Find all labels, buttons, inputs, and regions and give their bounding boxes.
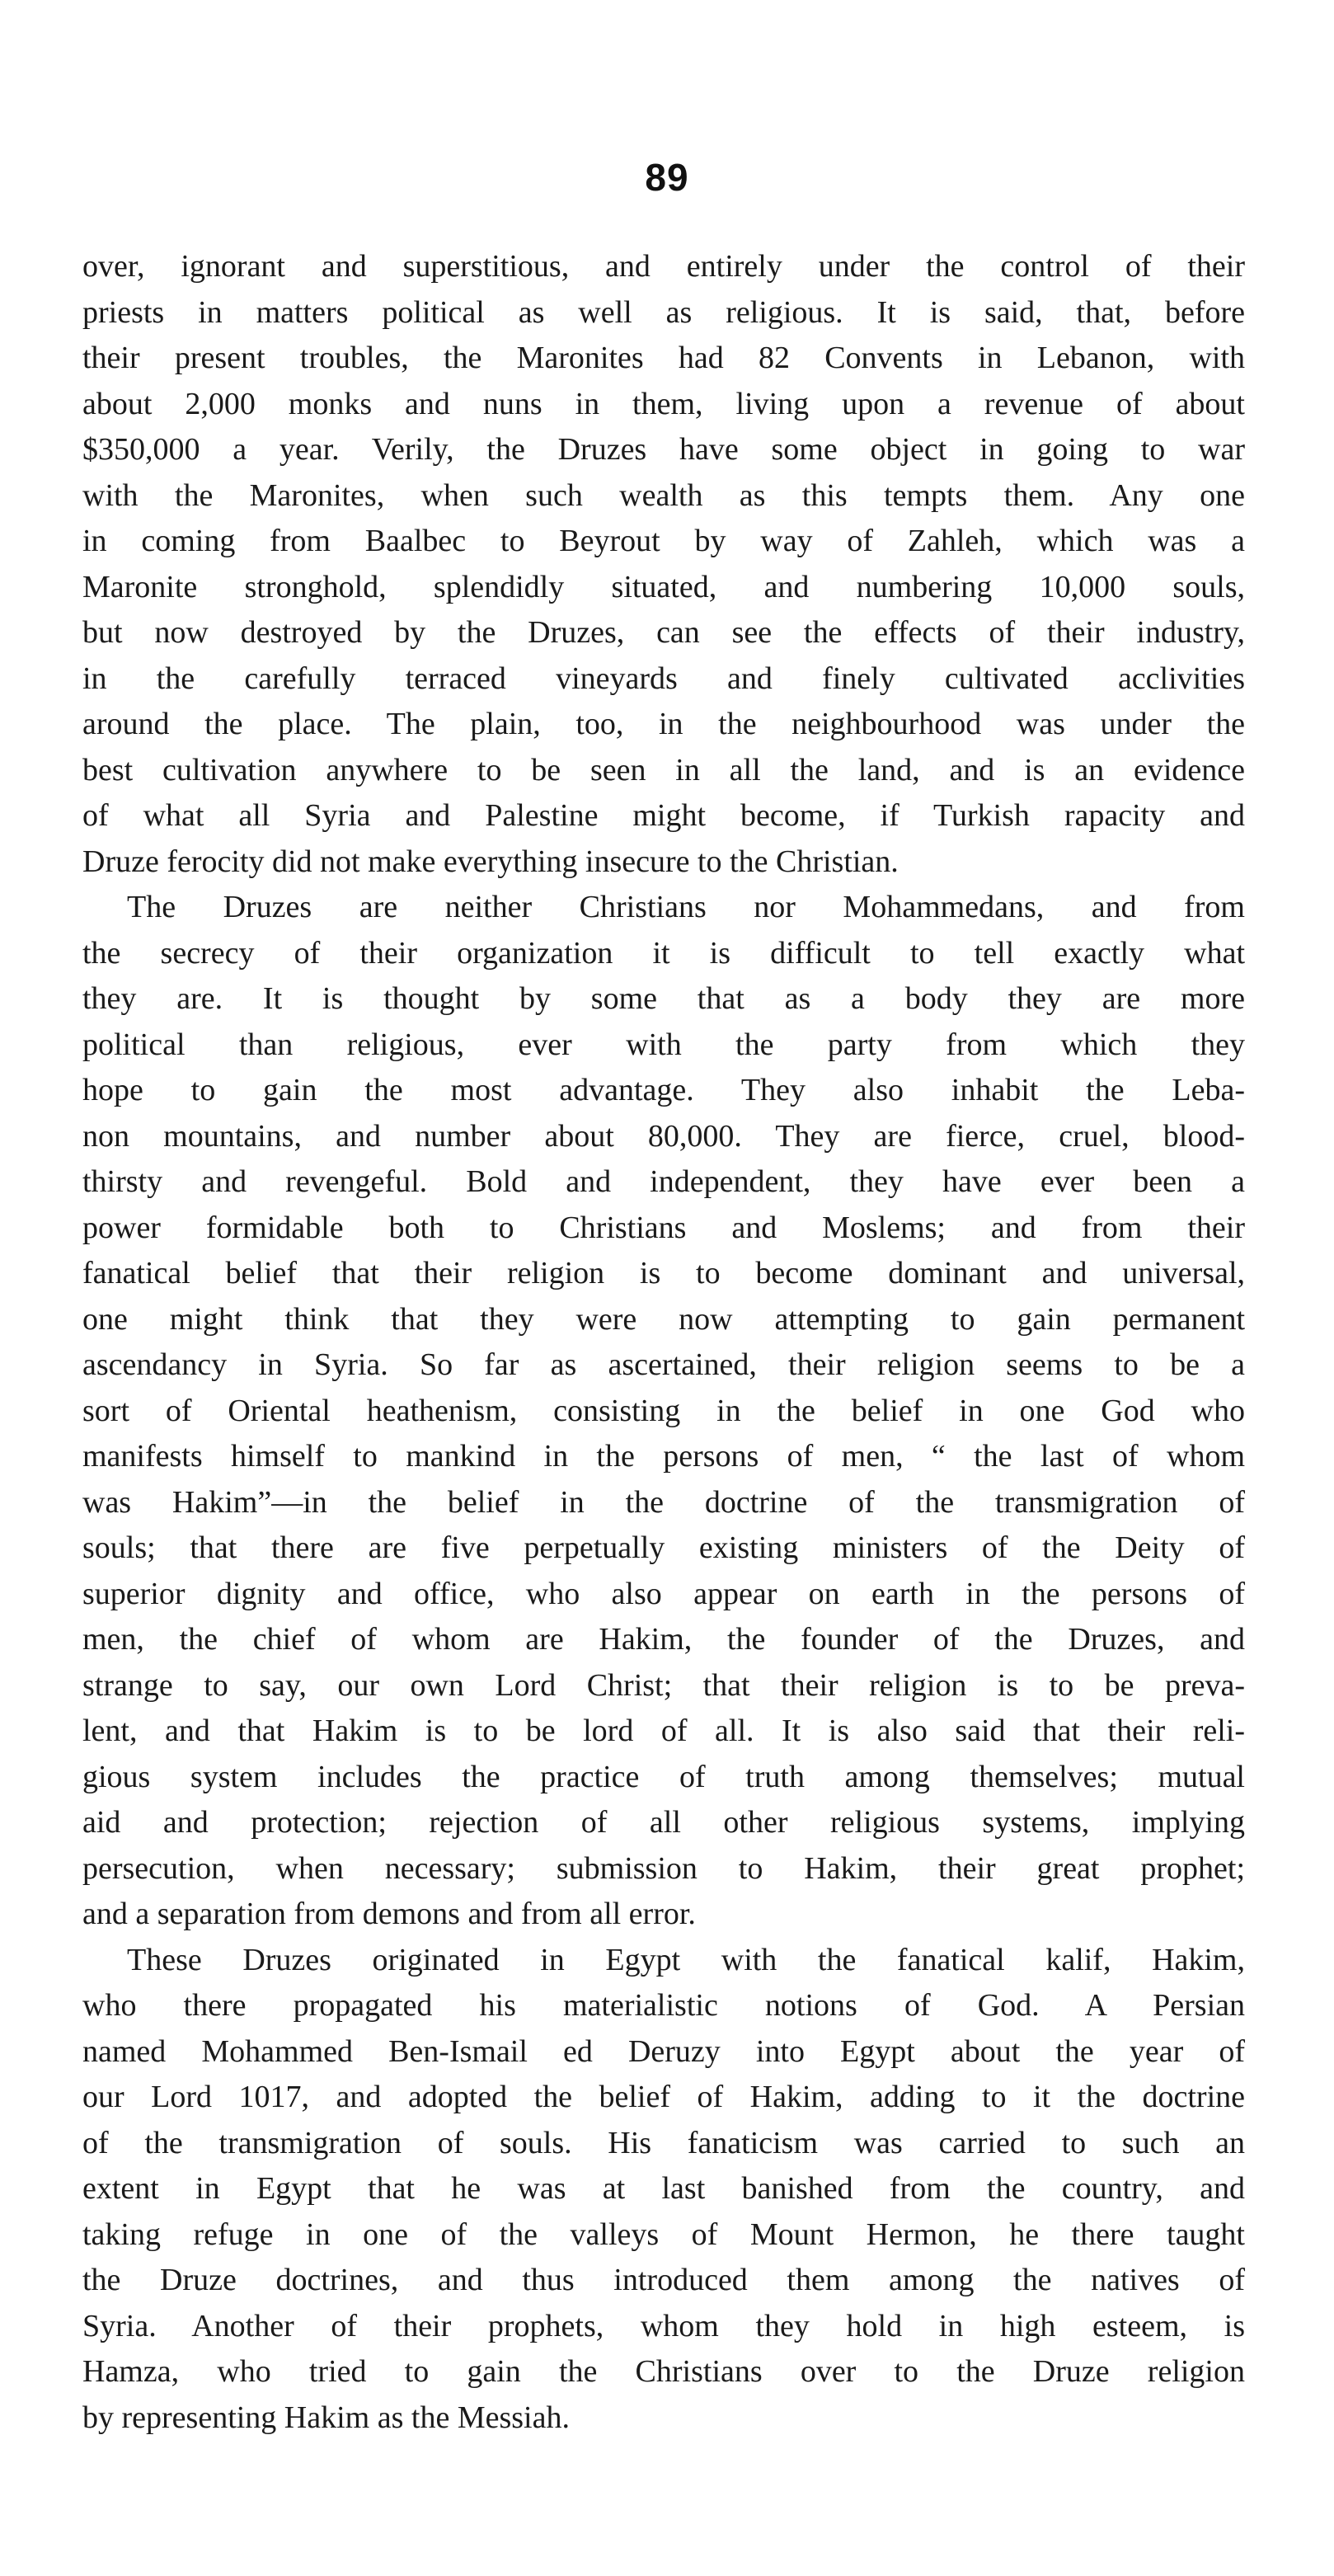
text-line: Syria. Another of their prophets, whom they hold in high esteem, is bbox=[82, 2308, 1245, 2343]
paragraph bbox=[82, 244, 1245, 885]
text-line: about 2,000 monks and nuns in them, living upon a revenue of about bbox=[82, 386, 1245, 421]
text-line: was Hakim”—in the belief in the doctrine of the transmigration of bbox=[82, 1484, 1245, 1520]
text-line: with the Maronites, when such wealth as this tempts them. Any one bbox=[82, 477, 1245, 513]
text-line: priests in matters political as well as religious. It is said, that, before bbox=[82, 294, 1245, 330]
text-line: lent, and that Hakim is to be lord of all. It is also said that their reli- bbox=[82, 1713, 1245, 1748]
text-line: superior dignity and office, who also appear on earth in the persons of bbox=[82, 1576, 1245, 1611]
text-line: Druze ferocity did not make everything insecure to the Christian. bbox=[82, 844, 899, 879]
text-line: over, ignorant and superstitious, and entirely under the control of their bbox=[82, 249, 1245, 284]
text-line: the Druze doctrines, and thus introduced them among the natives of bbox=[82, 2263, 1245, 2297]
page-number: 89 bbox=[645, 156, 689, 199]
text-line: in coming from Baalbec to Beyrout by way of Zahleh, which was a bbox=[82, 524, 1245, 558]
text-line: political than religious, ever with the party from which they bbox=[82, 1027, 1245, 1062]
text-line: souls; that there are five perpetually existing ministers of the Deity of bbox=[82, 1530, 1245, 1565]
text-line: who there propagated his materialistic notions of God. A Persian bbox=[82, 1988, 1245, 2023]
text-line: they are. It is thought by some that as a body they are more bbox=[82, 981, 1245, 1016]
text-line: persecution, when necessary; submission to Hakim, their great prophet; bbox=[82, 1850, 1245, 1886]
text-line: gious system includes the practice of truth among themselves; mutual bbox=[82, 1759, 1245, 1794]
text-line: of the transmigration of souls. His fanaticism was carried to such an bbox=[82, 2125, 1245, 2160]
text-line: power formidable both to Christians and Moslems; and from their bbox=[82, 1210, 1245, 1245]
text-line: strange to say, our own Lord Christ; that their religion is to be preva- bbox=[82, 1667, 1245, 1703]
text-line: Hamza, who tried to gain the Christians over to the Druze religion bbox=[82, 2354, 1245, 2389]
text-line: by representing Hakim as the Messiah. bbox=[82, 2400, 570, 2435]
text-line: Maronite stronghold, splendidly situated, and numbering 10,000 souls, bbox=[82, 569, 1245, 604]
text-line: aid and protection; rejection of all other religious systems, implying bbox=[82, 1805, 1245, 1840]
text-line: of what all Syria and Palestine might become, if Turkish rapacity and bbox=[82, 798, 1245, 833]
text-line: the secrecy of their organization it is difficult to tell exactly what bbox=[82, 935, 1245, 971]
text-line: men, the chief of whom are Hakim, the founder of the Druzes, and bbox=[82, 1622, 1245, 1657]
body-text bbox=[82, 244, 1245, 2441]
text-line: in the carefully terraced vineyards and finely cultivated acclivities bbox=[82, 660, 1245, 696]
paragraph bbox=[82, 885, 1245, 1938]
text-line: one might think that they were now attempting to gain permanent bbox=[82, 1301, 1245, 1337]
text-line: best cultivation anywhere to be seen in all the land, and is an evidence bbox=[82, 752, 1245, 787]
text-line: named Mohammed Ben-Ismail ed Deruzy into Egypt about the year of bbox=[82, 2033, 1245, 2069]
text-line: their present troubles, the Maronites had 82 Convents in Lebanon, with bbox=[82, 341, 1245, 375]
text-line: These Druzes originated in Egypt with the fanatical kalif, Hakim, bbox=[127, 1942, 1245, 1977]
text-line: ascendancy in Syria. So far as ascertained, their religion seems to be a bbox=[82, 1347, 1245, 1382]
text-line: but now destroyed by the Druzes, can see the effects of their industry, bbox=[82, 615, 1245, 650]
text-line: non mountains, and number about 80,000. They are fierce, cruel, blood- bbox=[82, 1118, 1245, 1154]
text-line: The Druzes are neither Christians nor Mohammedans, and from bbox=[127, 890, 1245, 924]
text-line: our Lord 1017, and adopted the belief of Hakim, adding to it the doctrine bbox=[82, 2080, 1245, 2114]
text-line: hope to gain the most advantage. They also inhabit the Leba- bbox=[82, 1073, 1245, 1107]
text-line: $350,000 a year. Verily, the Druzes have some object in going to war bbox=[82, 432, 1245, 467]
text-line: taking refuge in one of the valleys of Mount Hermon, he there taught bbox=[82, 2216, 1245, 2252]
text-line: and a separation from demons and from all error. bbox=[82, 1897, 696, 1931]
text-line: sort of Oriental heathenism, consisting in the belief in one God who bbox=[82, 1393, 1245, 1428]
text-line: thirsty and revengeful. Bold and independent, they have ever been a bbox=[82, 1164, 1245, 1199]
paragraph bbox=[82, 1938, 1245, 2442]
text-line: around the place. The plain, too, in the neighbourhood was under the bbox=[82, 707, 1245, 741]
text-line: extent in Egypt that he was at last banished from the country, and bbox=[82, 2171, 1245, 2206]
text-line: manifests himself to mankind in the persons of men, “ the last of whom bbox=[82, 1439, 1245, 1474]
text-line: fanatical belief that their religion is to become dominant and universal, bbox=[82, 1256, 1245, 1290]
